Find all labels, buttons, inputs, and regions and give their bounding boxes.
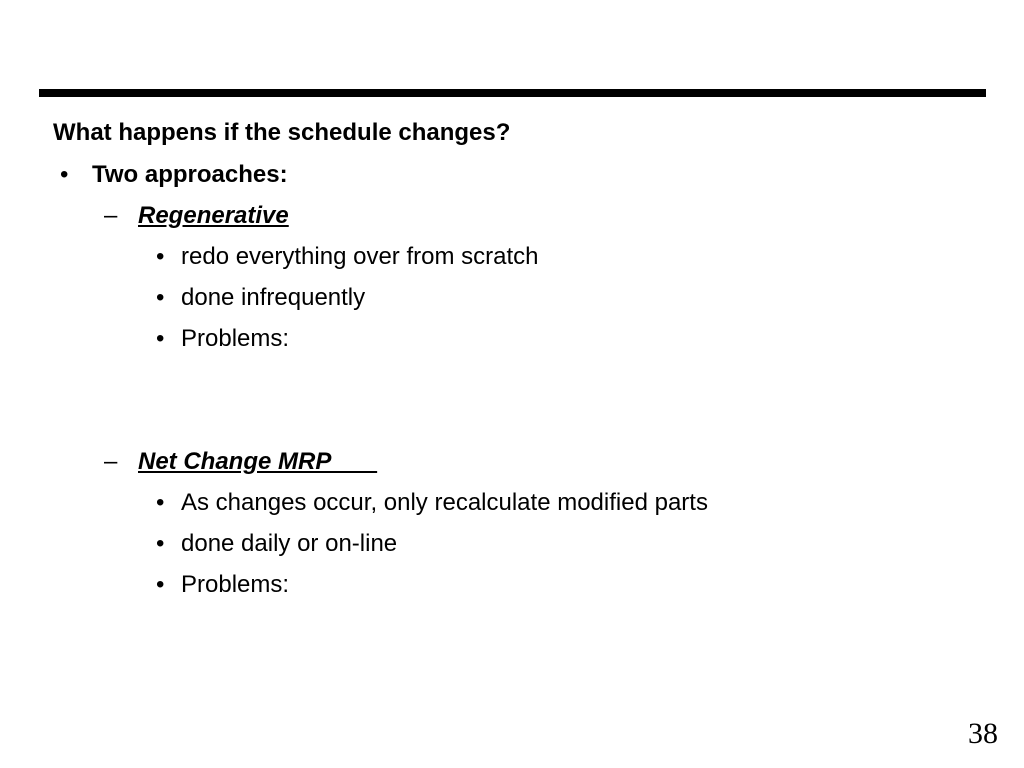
dash-marker: – (104, 448, 118, 475)
bullet-marker: • (156, 489, 165, 516)
regenerative-item: redo everything over from scratch (181, 243, 539, 270)
bullet-marker: • (156, 243, 165, 270)
bullet-marker: • (156, 284, 165, 311)
approaches-label: Two approaches: (92, 161, 288, 188)
net-change-item: Problems: (181, 571, 290, 598)
bullet-marker: • (156, 530, 165, 557)
net-change-item: done daily or on-line (181, 530, 398, 557)
bullet-marker: • (60, 161, 69, 188)
top-rule (39, 89, 986, 97)
regenerative-item: Problems: (181, 325, 290, 352)
regenerative-item: done infrequently (181, 284, 366, 311)
regenerative-title: Regenerative (138, 202, 289, 229)
bullet-marker: • (156, 571, 165, 598)
slide-heading: What happens if the schedule changes? (53, 119, 511, 146)
net-change-title: Net Change MRP (138, 448, 378, 475)
net-change-item: As changes occur, only recalculate modified parts (181, 489, 708, 516)
page-number: 38 (968, 717, 998, 750)
bullet-marker: • (156, 325, 165, 352)
dash-marker: – (104, 202, 118, 229)
